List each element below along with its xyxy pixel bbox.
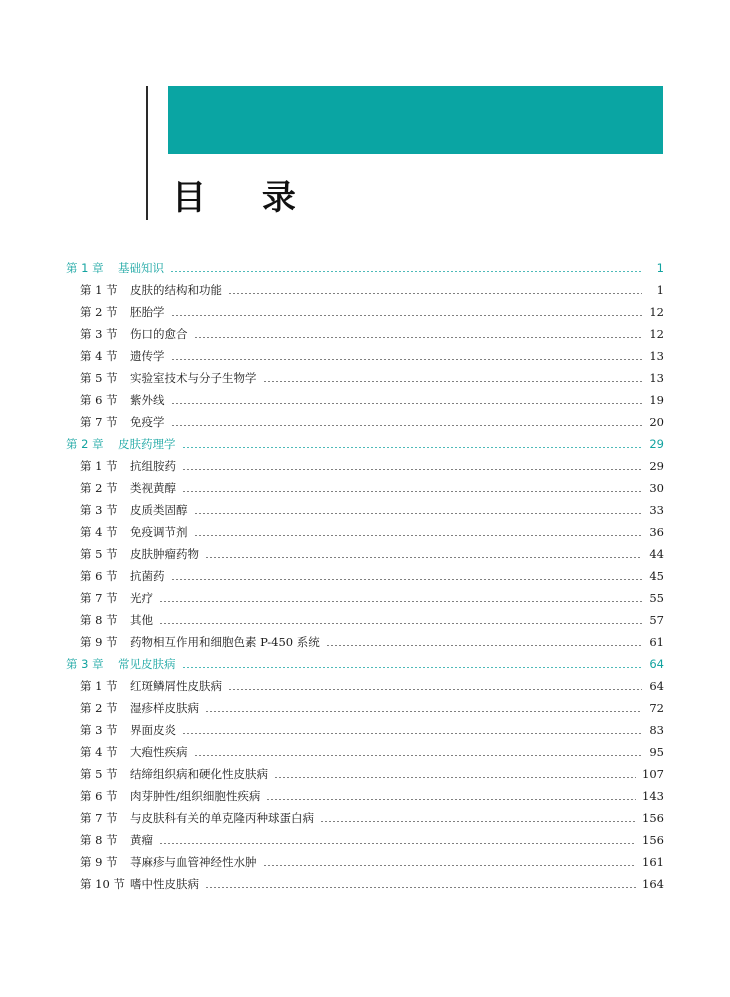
toc-entry-number: 第 6 节 (80, 789, 118, 803)
dot-leader (205, 887, 636, 888)
toc-section-entry[interactable] (66, 499, 664, 521)
toc-entry-page: 61 (649, 635, 664, 649)
toc-section-entry[interactable] (66, 675, 664, 697)
toc-entry-page: 33 (649, 503, 664, 517)
toc-section-entry[interactable] (66, 565, 664, 587)
dot-leader (263, 381, 643, 382)
dot-leader (182, 733, 642, 734)
toc-section-entry[interactable] (66, 741, 664, 763)
toc-entry-title: 皮质类固醇 (130, 503, 188, 517)
toc-entry-title: 基础知识 (118, 261, 164, 275)
toc-entry-page: 161 (642, 855, 664, 869)
toc-entry-title: 荨麻疹与血管神经性水肿 (130, 855, 257, 869)
toc-section-entry[interactable] (66, 323, 664, 345)
toc-entry-title: 结缔组织病和硬化性皮肤病 (130, 767, 268, 781)
toc-entry-page: 45 (649, 569, 664, 583)
toc-entry-page: 164 (642, 877, 664, 891)
dot-leader (205, 711, 642, 712)
toc-entry-number: 第 3 节 (80, 723, 118, 737)
toc-entry-page: 83 (649, 723, 664, 737)
toc-chapter-entry[interactable] (66, 433, 664, 455)
dot-leader (228, 689, 642, 690)
toc-entry-number: 第 4 节 (80, 745, 118, 759)
toc-section-entry[interactable] (66, 851, 664, 873)
toc-section-entry[interactable] (66, 455, 664, 477)
toc-entry-page: 143 (642, 789, 664, 803)
toc-entry-title: 常见皮肤病 (118, 657, 176, 671)
header-banner (168, 86, 663, 154)
toc-section-entry[interactable] (66, 807, 664, 829)
toc-section-entry[interactable] (66, 279, 664, 301)
toc-entry-title: 大疱性疾病 (130, 745, 188, 759)
toc-entry-number: 第 5 节 (80, 547, 118, 561)
toc-section-entry[interactable] (66, 609, 664, 631)
toc-entry-number: 第 2 节 (80, 481, 118, 495)
toc-section-entry[interactable] (66, 301, 664, 323)
toc-section-entry[interactable] (66, 631, 664, 653)
dot-leader (159, 843, 636, 844)
toc-entry-title: 药物相互作用和细胞色素 P-450 系统 (130, 635, 320, 649)
toc-entry-page: 55 (649, 591, 664, 605)
toc-entry-title: 皮肤药理学 (118, 437, 176, 451)
toc-entry-title: 嗜中性皮肤病 (130, 877, 199, 891)
toc-section-entry[interactable] (66, 411, 664, 433)
toc-entry-title: 与皮肤科有关的单克隆丙种球蛋白病 (130, 811, 314, 825)
toc-section-entry[interactable] (66, 697, 664, 719)
toc-entry-page: 29 (649, 437, 664, 451)
toc-entry-page: 64 (649, 657, 664, 671)
dot-leader (194, 755, 643, 756)
toc-entry-page: 13 (649, 349, 664, 363)
toc-entry-title: 免疫调节剂 (130, 525, 188, 539)
toc-entry-title: 伤口的愈合 (130, 327, 188, 341)
toc-entry-page: 44 (649, 547, 664, 561)
toc-entry-number: 第 4 节 (80, 525, 118, 539)
toc-entry-page: 13 (649, 371, 664, 385)
table-of-contents (66, 257, 664, 895)
toc-entry-number: 第 6 节 (80, 569, 118, 583)
toc-section-entry[interactable] (66, 785, 664, 807)
toc-section-entry[interactable] (66, 873, 664, 895)
toc-entry-number: 第 9 节 (80, 855, 118, 869)
toc-entry-page: 95 (649, 745, 664, 759)
toc-entry-page: 36 (649, 525, 664, 539)
toc-entry-number: 第 1 节 (80, 679, 118, 693)
toc-section-entry[interactable] (66, 345, 664, 367)
toc-entry-number: 第 3 节 (80, 327, 118, 341)
toc-entry-number: 第 7 节 (80, 415, 118, 429)
toc-entry-page: 72 (649, 701, 664, 715)
toc-section-entry[interactable] (66, 367, 664, 389)
toc-entry-page: 107 (642, 767, 664, 781)
dot-leader (194, 535, 643, 536)
toc-entry-title: 免疫学 (130, 415, 165, 429)
dot-leader (266, 799, 636, 800)
dot-leader (171, 315, 643, 316)
dot-leader (171, 359, 643, 360)
header-rule (146, 86, 148, 220)
toc-entry-page: 1 (656, 283, 664, 297)
dot-leader (171, 425, 643, 426)
dot-leader (182, 491, 642, 492)
toc-section-entry[interactable] (66, 521, 664, 543)
dot-leader (320, 821, 636, 822)
dot-leader (263, 865, 637, 866)
toc-entry-page: 1 (656, 261, 664, 275)
toc-entry-number: 第 5 节 (80, 371, 118, 385)
toc-entry-title: 实验室技术与分子生物学 (130, 371, 257, 385)
toc-entry-page: 156 (642, 811, 664, 825)
toc-section-entry[interactable] (66, 587, 664, 609)
toc-entry-title: 其他 (130, 613, 153, 627)
toc-entry-title: 红斑鳞屑性皮肤病 (130, 679, 222, 693)
dot-leader (182, 469, 642, 470)
toc-entry-page: 12 (649, 305, 664, 319)
toc-chapter-entry[interactable] (66, 257, 664, 279)
toc-chapter-entry[interactable] (66, 653, 664, 675)
dot-leader (171, 403, 643, 404)
dot-leader (194, 337, 643, 338)
toc-entry-title: 紫外线 (130, 393, 165, 407)
toc-entry-page: 64 (649, 679, 664, 693)
toc-entry-title: 皮肤肿瘤药物 (130, 547, 199, 561)
toc-entry-title: 抗菌药 (130, 569, 165, 583)
dot-leader (182, 447, 643, 448)
dot-leader (205, 557, 642, 558)
toc-entry-number: 第 5 节 (80, 767, 118, 781)
toc-entry-page: 57 (649, 613, 664, 627)
toc-entry-number: 第 8 节 (80, 613, 118, 627)
dot-leader (170, 271, 642, 272)
toc-entry-number: 第 4 节 (80, 349, 118, 363)
dot-leader (228, 293, 642, 294)
dot-leader (326, 645, 642, 646)
page-title: 目 录 (172, 178, 318, 218)
toc-entry-number: 第 3 章 (66, 657, 104, 671)
toc-entry-number: 第 3 节 (80, 503, 118, 517)
toc-entry-title: 抗组胺药 (130, 459, 176, 473)
toc-entry-title: 遗传学 (130, 349, 165, 363)
toc-entry-page: 30 (649, 481, 664, 495)
dot-leader (194, 513, 643, 514)
toc-entry-number: 第 2 节 (80, 701, 118, 715)
toc-entry-number: 第 9 节 (80, 635, 118, 649)
toc-entry-page: 156 (642, 833, 664, 847)
toc-entry-number: 第 1 节 (80, 283, 118, 297)
dot-leader (182, 667, 643, 668)
dot-leader (159, 623, 642, 624)
toc-entry-number: 第 1 章 (66, 261, 104, 275)
toc-entry-title: 肉芽肿性/组织细胞性疾病 (130, 789, 261, 803)
toc-entry-number: 第 7 节 (80, 591, 118, 605)
toc-entry-page: 20 (649, 415, 664, 429)
toc-entry-title: 类视黄醇 (130, 481, 176, 495)
dot-leader (171, 579, 643, 580)
toc-section-entry[interactable] (66, 389, 664, 411)
toc-section-entry[interactable] (66, 719, 664, 741)
toc-entry-number: 第 1 节 (80, 459, 118, 473)
toc-entry-number: 第 6 节 (80, 393, 118, 407)
toc-entry-title: 界面皮炎 (130, 723, 176, 737)
toc-entry-number: 第 8 节 (80, 833, 118, 847)
toc-entry-number: 第 7 节 (80, 811, 118, 825)
toc-entry-title: 光疗 (130, 591, 153, 605)
toc-entry-title: 胚胎学 (130, 305, 165, 319)
toc-entry-page: 19 (649, 393, 664, 407)
toc-entry-number: 第 2 节 (80, 305, 118, 319)
toc-entry-title: 黄瘤 (130, 833, 153, 847)
dot-leader (274, 777, 636, 778)
dot-leader (159, 601, 642, 602)
toc-entry-page: 29 (649, 459, 664, 473)
toc-section-entry[interactable] (66, 543, 664, 565)
toc-section-entry[interactable] (66, 477, 664, 499)
toc-entry-number: 第 10 节 (80, 877, 125, 891)
toc-entry-number: 第 2 章 (66, 437, 104, 451)
toc-entry-title: 皮肤的结构和功能 (130, 283, 222, 297)
toc-section-entry[interactable] (66, 763, 664, 785)
toc-section-entry[interactable] (66, 829, 664, 851)
toc-entry-title: 湿疹样皮肤病 (130, 701, 199, 715)
toc-entry-page: 12 (649, 327, 664, 341)
